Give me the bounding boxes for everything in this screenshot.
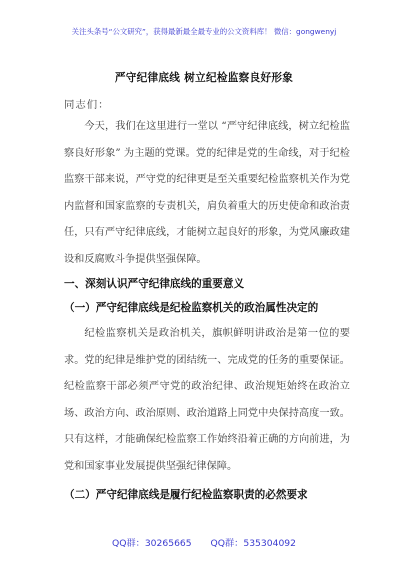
body-paragraph: 纪检监察机关是政治机关，旗帜鲜明讲政治是第一位的要求。党的纪律是维护党的团结统一、完成党的任务的重要保证。纪检监察干部必须严守党的政治纪律、政治规矩始终在政治立场、政治方向、政治原则、政治道路上同党中央保持高度一致。只有这样，才能确保纪检监察工作始终沿着正确的方向前进，为党和国家事业发展提供坚强纪律保障。 — [64, 328, 350, 472]
subsection-heading-1: （一）严守纪律底线是纪检监察机关的政治属性决定的 — [64, 302, 319, 314]
subsection-heading-2: （二）严守纪律底线是履行纪检监察职责的必然要求 — [64, 489, 308, 501]
salutation: 同志们： — [64, 99, 110, 111]
qq-group-2: QQ群：535304092 — [210, 538, 296, 549]
watermark-header: 关注头条号“公文研究”，获得最新最全最专业的公文资料库！ 微信：gongwenyj — [71, 27, 337, 36]
qq-group-1: QQ群：30265665 — [112, 538, 192, 549]
document-title: 严守纪律底线 树立纪检监察良好形象 — [114, 72, 294, 84]
section-heading: 一、深刻认识严守纪律底线的重要意义 — [64, 278, 245, 290]
watermark-footer — [0, 535, 408, 549]
intro-paragraph: 今天，我们在这里进行一堂以 “严守纪律底线，树立纪检监察良好形象” 为主题的党课。党的纪律是党的生命线，对于纪检监察干部来说，严守党的纪律更是至关重要纪检监察机关作为党内监督和国家监察的专责机关，肩负着重大的历史使命和政治责任，只有严守纪律底线，才能树立起良好的形象，为党风廉政建设和反腐败斗争提供坚强保障。 — [64, 121, 350, 265]
